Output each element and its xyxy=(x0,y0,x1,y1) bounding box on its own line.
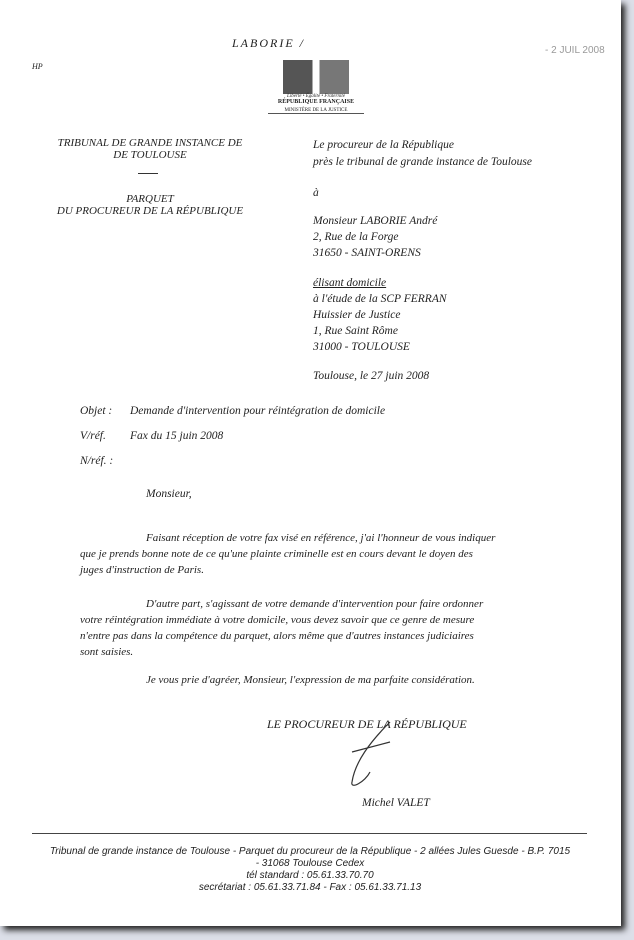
divider xyxy=(138,173,158,174)
signatory-name: Michel VALET xyxy=(362,797,430,809)
signatory-title: LE PROCUREUR DE LA RÉPUBLIQUE xyxy=(267,717,467,731)
ref-ours: N/réf. : xyxy=(80,455,114,467)
ref-object: Objet : Demande d'intervention pour réintégration de domicile xyxy=(80,405,386,417)
recipient-address: Monsieur LABORIE André 2, Rue de la Forge 31650 - SAINT-ORENS xyxy=(313,215,438,259)
domicile-address: élisant domicile à l'étude de la SCP FERRAN Huissier de Justice 1, Rue Saint Rôme 31000 - TOULOUSE xyxy=(313,277,447,353)
letter-date: Toulouse, le 27 juin 2008 xyxy=(313,370,430,382)
paragraph-2: D'autre part, s'agissant de votre demande d'intervention pour faire ordonner votre réintégration immédiate à votre domicile, vous devez savoir que ce genre de mesure n'entre pas dans la compétence du parquet, alors même que d'autres instances judiciaires sont saisies. xyxy=(80,598,484,658)
paragraph-1: Faisant réception de votre fax visé en référence, j'ai l'honneur de vous indiquer que je prends bonne note de ce qu'une plainte criminelle est en cours devant le doyen des juges d'instruction de Paris. xyxy=(80,532,496,576)
initials: HP xyxy=(32,62,43,71)
footer: Tribunal de grande instance de Toulouse - Parquet du procureur de la République - 2 allées Jules Guesde - B.P. 7015 - 31068 Toulouse Cedex tél standard : 05.61.33.70.70 secrétariat : 05.61.33.71.84 - Fax : 05.61.33.71.13 xyxy=(49,846,571,893)
footer-rule xyxy=(32,833,587,834)
handwritten-note: LABORIE / xyxy=(232,36,305,50)
ref-yours: V/réf. Fax du 15 juin 2008 xyxy=(80,430,224,442)
handwritten-signature xyxy=(330,712,420,792)
closing: Je vous prie d'agréer, Monsieur, l'expression de ma parfaite considération. xyxy=(146,674,475,686)
republic-logo: Liberté • Égalité • Fraternité RÉPUBLIQUE FRANÇAISE MINISTÈRE DE LA JUSTICE xyxy=(268,60,364,114)
sender-court: TRIBUNAL DE GRANDE INSTANCE DE DE TOULOUSE xyxy=(57,137,243,161)
from-block: Le procureur de la République près le tribunal de grande instance de Toulouse xyxy=(313,139,533,168)
salutation: Monsieur, xyxy=(146,488,192,500)
a-label: à xyxy=(313,187,319,199)
date-stamp: - 2 JUIL 2008 xyxy=(545,45,605,56)
sender-parquet: PARQUET DU PROCUREUR DE LA RÉPUBLIQUE xyxy=(56,193,244,217)
